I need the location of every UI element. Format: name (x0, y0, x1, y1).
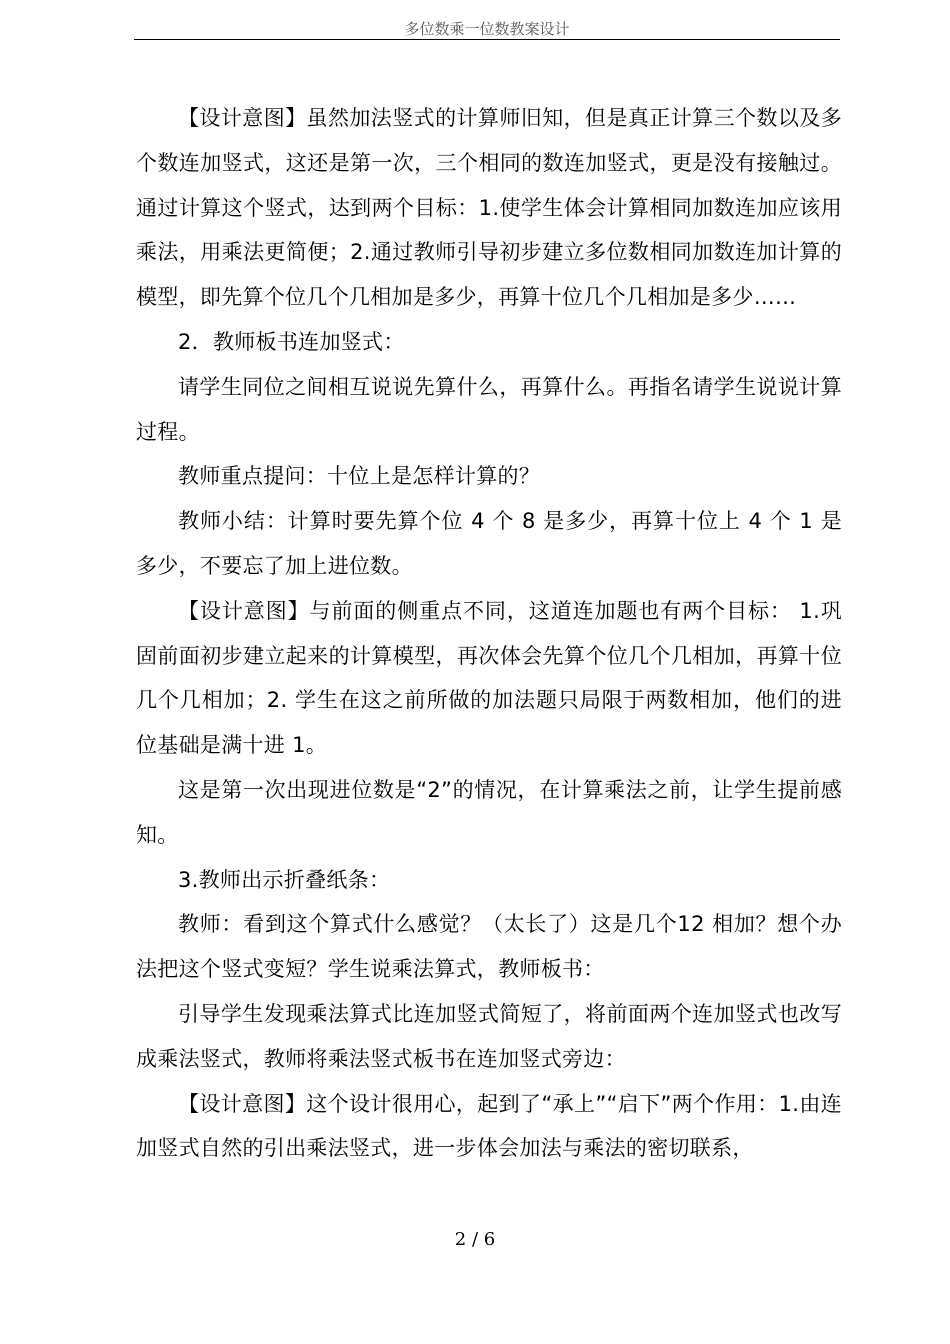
header-divider (134, 39, 840, 40)
paragraph-teacher-question: 教师重点提问：十位上是怎样计算的？ (178, 464, 541, 489)
paragraph-pair-discussion: 请学生同位之间相互说说先算什么，再算什么。再指名请学生说说计算过程。 (136, 374, 842, 444)
paragraph-carry-two: 这是第一次出现进位数是“2”的情况，在计算乘法之前，让学生提前感知。 (136, 777, 842, 847)
paragraph-step-3: 3.教师出示折叠纸条： (178, 867, 391, 892)
paragraph-design-intent-1: 【设计意图】虽然加法竖式的计算师旧知，但是真正计算三个数以及多个数连加竖式，这还是第一次，三个相同的数连加竖式，更是没有接触过。通过计算这个竖式，达到两个目标：1.使学生体会计算相同加数连加应该用乘法，用乘法更简便；2.通过教师引导初步建立多位数相同加数连加计算的模型，即先算个位几个几相加是多少，再算十位几个几相加是多少…… (136, 106, 842, 310)
paragraph-guide-students: 引导学生发现乘法算式比连加竖式简短了，将前面两个连加竖式也改写成乘法竖式，教师将乘法竖式板书在连加竖式旁边： (136, 1001, 842, 1071)
page-number: 2 / 6 (454, 1229, 496, 1250)
paragraph-teacher-prompt: 教师：看到这个算式什么感觉？（太长了）这是几个12 相加？想个办法把这个竖式变短？学生说乘法算式，教师板书： (136, 912, 842, 982)
paragraph-design-intent-2: 【设计意图】与前面的侧重点不同，这道连加题也有两个目标： 1.巩固前面初步建立起来的计算模型，再次体会先算个位几个几相加，再算十位几个几相加；2. 学生在这之前所做的加法题只局限于两数相加，他们的进位基础是满十进 1。 (136, 598, 842, 758)
paragraph-design-intent-3: 【设计意图】这个设计很用心，起到了“承上”“启下”两个作用：1.由连加竖式自然的引出乘法竖式，进一步体会加法与乘法的密切联系， (136, 1091, 842, 1161)
page-header: 多位数乘一位数教案设计 (404, 20, 570, 38)
document-body (136, 96, 842, 1171)
paragraph-step-2: 2．教师板书连加竖式： (178, 329, 405, 354)
paragraph-teacher-summary: 教师小结：计算时要先算个位 4 个 8 是多少，再算十位上 4 个 1 是多少，不要忘了加上进位数。 (136, 509, 842, 578)
